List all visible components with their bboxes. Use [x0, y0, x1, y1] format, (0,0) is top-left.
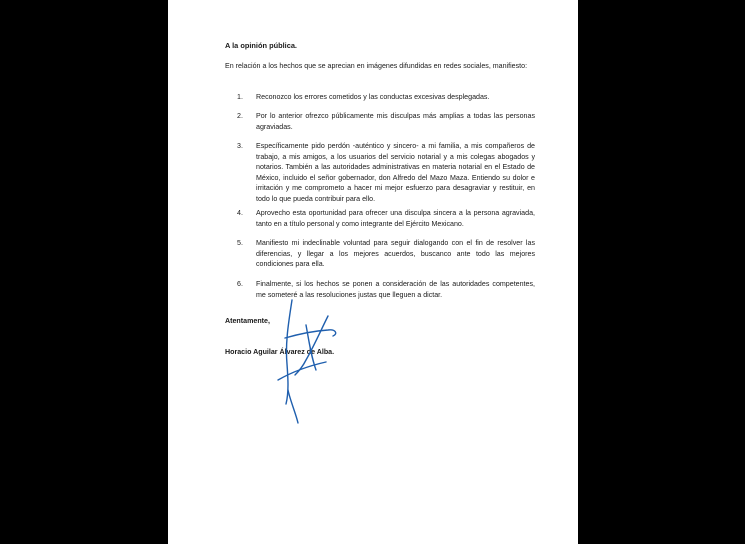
item-number: 6.	[237, 280, 243, 288]
item-text: Manifiesto mi indeclinable voluntad para seguir dialogando con el fin de resolver las diferencias, y llegar a los mejores acuerdos, buscanco ante todo las mejores condiciones para ella.	[256, 239, 535, 269]
item-number: 1.	[237, 93, 243, 101]
item-number: 5.	[237, 239, 243, 247]
item-text: Específicamente pido perdón -auténtico y sincero- a mi familia, a mis compañeros de trabajo, a mis amigos, a los usuarios del servicio notarial y a mis colegas abogados y notarios. También a las autoridades administrativas en materia notarial en el Estado de México, incluido el señor gobernador, don Alfredo del Mazo Maza. Entiendo su dolor e irritación y me comprometo a hacer mi mejor esfuerzo para desagraviar y restituir, en todo lo que pueda contribuir para ello.	[256, 142, 535, 203]
closing-text: Atentamente,	[225, 317, 270, 325]
signature-stroke	[278, 362, 326, 380]
item-text: Finalmente, si los hechos se ponen a consideración de las autoridades competentes, me someteré a las resoluciones justas que lleguen a dictar.	[256, 280, 535, 299]
item-number: 3.	[237, 142, 243, 150]
signature-stroke	[295, 316, 328, 375]
document-heading: A la opinión pública.	[225, 41, 297, 50]
item-number: 4.	[237, 209, 243, 217]
handwritten-signature	[168, 0, 578, 544]
signature-stroke	[285, 330, 336, 338]
document-intro: En relación a los hechos que se aprecian en imágenes difundidas en redes sociales, manifiesto:	[225, 62, 528, 70]
item-text: Aprovecho esta oportunidad para ofrecer una disculpa sincera a la persona agraviada, tanto en a título personal y como integrante del Ejército Mexicano.	[256, 209, 535, 228]
item-text: Por lo anterior ofrezco públicamente mis disculpas más amplias a todas las personas agraviadas.	[256, 112, 535, 131]
signature-stroke	[288, 390, 298, 423]
item-number: 2.	[237, 112, 243, 120]
document-page	[168, 0, 578, 544]
item-text: Reconozco los errores cometidos y las conductas excesivas desplegadas.	[256, 93, 490, 101]
signer-name: Horacio Aguilar Álvarez de Alba.	[225, 348, 335, 356]
